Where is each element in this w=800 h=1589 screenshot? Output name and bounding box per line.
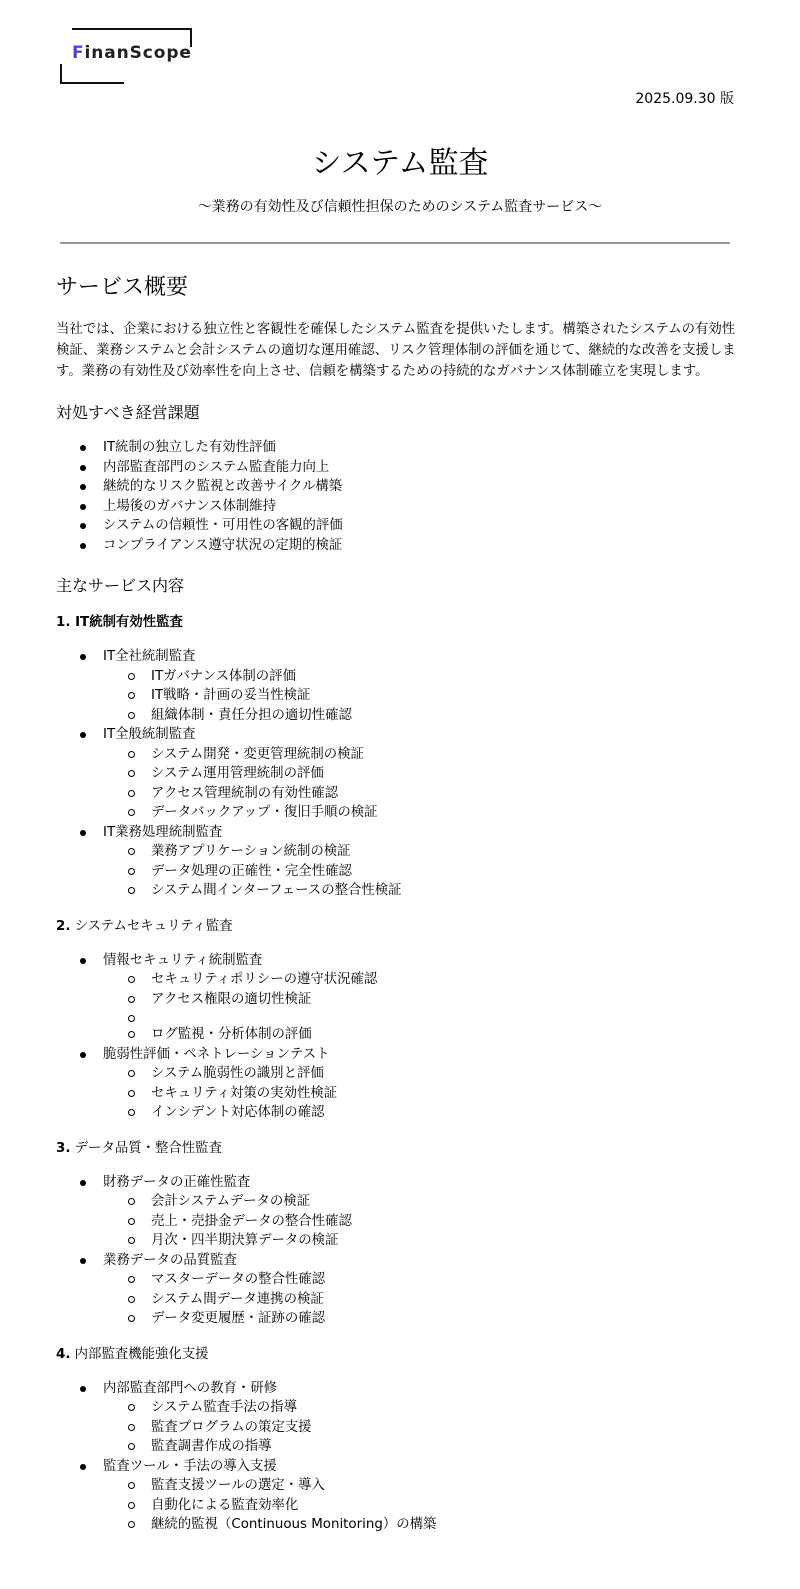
version-date: 2025.09.30 版 [635,91,734,107]
list-item: 監査調書作成の指導 [103,1437,736,1457]
list-item: システム脆弱性の識別と評価 [103,1064,736,1084]
service-category-title: 1. IT統制有効性監査 [56,615,183,630]
list-item: システム間データ連携の検証 [103,1290,736,1310]
service-group: 脆弱性評価・ペネトレーションテスト システム脆弱性の識別と評価 セキュリティ対策の実効性検証 インシデント対応体制の確認 [56,1045,736,1123]
list-item: 月次・四半期決算データの検証 [103,1231,736,1251]
overview-heading: サービス概要 [56,275,189,300]
overview-paragraph: 当社では、企業における独立性と客観性を確保したシステム監査を提供いたします。構築されたシステムの有効性検証、業務システムと会計システムの適切な運用確認、リスク管理体制の評価を通じて、継続的な改善を支援します。業務の有効性及び効率性を向上させ、信頼を構築するための持続的なガバナンス体制確立を実現します。 [56,322,736,379]
list-item: システム間インターフェースの整合性検証 [103,881,736,901]
service-category-title: 3. データ品質・整合性監査 [56,1140,222,1156]
list-item: アクセス権限の適切性検証 [103,990,736,1010]
list-item: 業務アプリケーション統制の検証 [103,842,736,862]
list-item: ログ監視・分析体制の評価 [103,1025,736,1045]
finanscope-logo [60,28,192,84]
service-group-list [56,1173,736,1329]
list-item: データ処理の正確性・完全性確認 [103,862,736,882]
list-item: 会計システムデータの検証 [103,1192,736,1212]
service-group: 監査ツール・手法の導入支援 監査支援ツールの選定・導入 自動化による監査効率化 継続的監視（Continuous Monitoring）の構築 [56,1457,736,1535]
list-item: IT戦略・計画の妥当性検証 [103,686,736,706]
service-group-list [56,951,736,1123]
list-item: IT統制の独立した有効性評価 [56,438,736,458]
list-item: システム運用管理統制の評価 [103,764,736,784]
issues-list [56,438,736,555]
list-item: アクセス管理統制の有効性確認 [103,784,736,804]
list-spacer [103,1009,736,1025]
list-item: セキュリティポリシーの遵守状況確認 [103,970,736,990]
services-heading: 主なサービス内容 [56,576,185,595]
page-subtitle: ～業務の有効性及び信頼性担保のためのシステム監査サービス～ [197,199,603,215]
list-item: セキュリティ対策の実効性検証 [103,1084,736,1104]
list-item: 監査プログラムの策定支援 [103,1418,736,1438]
service-group: 内部監査部門への教育・研修 システム監査手法の指導 監査プログラムの策定支援 監査調書作成の指導 [56,1379,736,1457]
service-group: 業務データの品質監査 マスターデータの整合性確認 システム間データ連携の検証 データ変更履歴・証跡の確認 [56,1251,736,1329]
list-item: 継続的なリスク監視と改善サイクル構築 [56,477,736,497]
service-group-list [56,1379,736,1535]
service-category-title: 4. 内部監査機能強化支援 [56,1346,209,1362]
list-item: 売上・売掛金データの整合性確認 [103,1212,736,1232]
service-group-list [56,647,736,901]
service-group: IT全社統制監査 ITガバナンス体制の評価 IT戦略・計画の妥当性検証 組織体制・責任分担の適切性確認 [56,647,736,725]
list-item: 自動化による監査効率化 [103,1496,736,1516]
list-item: インシデント対応体制の確認 [103,1103,736,1123]
header-divider [60,242,730,244]
issues-heading: 対処すべき経営課題 [56,403,200,422]
list-item: マスターデータの整合性確認 [103,1270,736,1290]
service-group: IT全般統制監査 システム開発・変更管理統制の検証 システム運用管理統制の評価 アクセス管理統制の有効性確認 データバックアップ・復旧手順の検証 [56,725,736,823]
list-item: 監査支援ツールの選定・導入 [103,1476,736,1496]
logo-corner-bottom-left [60,64,124,84]
service-group: IT業務処理統制監査 業務アプリケーション統制の検証 データ処理の正確性・完全性確認 システム間インターフェースの整合性検証 [56,823,736,901]
list-item: 上場後のガバナンス体制維持 [56,497,736,517]
service-group: 財務データの正確性監査 会計システムデータの検証 売上・売掛金データの整合性確認 月次・四半期決算データの検証 [56,1173,736,1251]
service-group: 情報セキュリティ統制監査 セキュリティポリシーの遵守状況確認 アクセス権限の適切性検証 ログ監視・分析体制の評価 [56,951,736,1045]
list-item: データバックアップ・復旧手順の検証 [103,803,736,823]
list-item: システム開発・変更管理統制の検証 [103,745,736,765]
logo-wordmark: FinanScope [72,43,192,63]
list-item: 継続的監視（Continuous Monitoring）の構築 [103,1515,736,1535]
page-title: システム監査 [311,146,489,181]
service-category-title: 2. システムセキュリティ監査 [56,918,233,934]
list-item: ITガバナンス体制の評価 [103,667,736,687]
list-item: システム監査手法の指導 [103,1398,736,1418]
list-item: データ変更履歴・証跡の確認 [103,1309,736,1329]
list-item: コンプライアンス遵守状況の定期的検証 [56,536,736,556]
list-item: 組織体制・責任分担の適切性確認 [103,706,736,726]
list-item: システムの信頼性・可用性の客観的評価 [56,516,736,536]
list-item: 内部監査部門のシステム監査能力向上 [56,458,736,478]
document-body [56,270,736,1535]
